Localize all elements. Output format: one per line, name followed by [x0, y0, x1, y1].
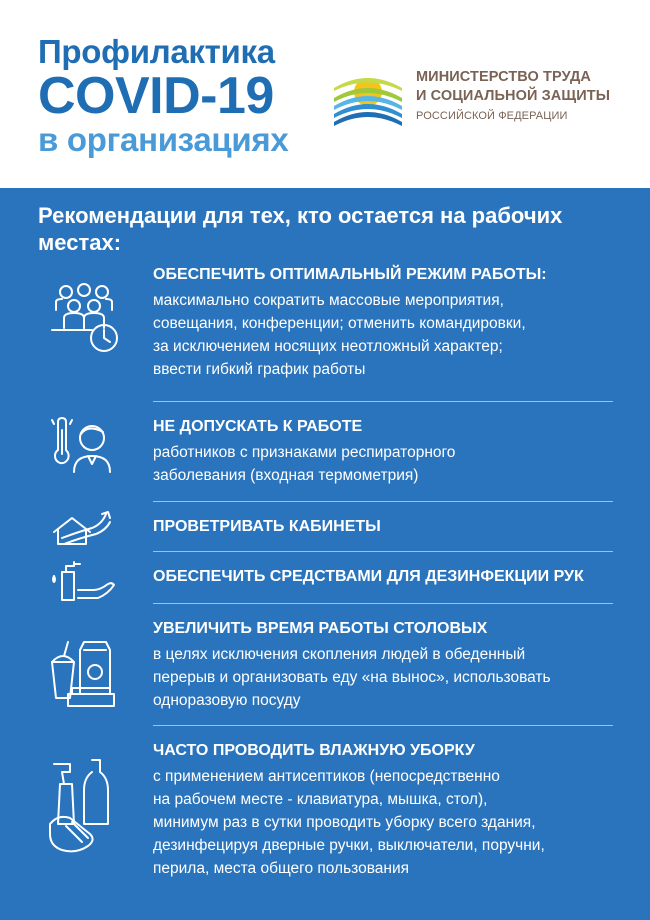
item-text-line: с применением антисептиков (непосредственно — [153, 768, 500, 785]
title-line-3: в организациях — [38, 121, 289, 158]
ventilation-icon — [48, 508, 120, 548]
item-text-line: перила, места общего пользования — [153, 860, 410, 877]
item-text-line: работников с признаками респираторного — [153, 444, 456, 461]
item-text-line: перерыв и организовать еду «на вынос», использовать — [153, 669, 551, 686]
item-heading: ПРОВЕТРИВАТЬ КАБИНЕТЫ — [153, 518, 381, 535]
divider — [153, 725, 613, 726]
item-text-line: ввести гибкий график работы — [153, 361, 366, 378]
item-heading: НЕ ДОПУСКАТЬ К РАБОТЕ — [153, 418, 363, 435]
item-heading: ЧАСТО ПРОВОДИТЬ ВЛАЖНУЮ УБОРКУ — [153, 742, 475, 759]
item-text-line: дезинфецируя дверные ручки, выключатели, поручни, — [153, 837, 545, 854]
title-line-1: Профилактика — [38, 33, 275, 70]
item-heading: ОБЕСПЕЧИТЬ ОПТИМАЛЬНЫЙ РЕЖИМ РАБОТЫ: — [153, 266, 547, 283]
ministry-name-line-1: МИНИСТЕРСТВО ТРУДА — [416, 69, 591, 85]
item-text-line: минимум раз в сутки проводить уборку всего здания, — [153, 814, 536, 831]
item-text-line: одноразовую посуду — [153, 692, 301, 709]
recommendations-panel — [0, 188, 650, 920]
poster-title — [38, 34, 288, 158]
people-clock-icon — [48, 280, 120, 360]
ministry-name-line-2: И СОЦИАЛЬНОЙ ЗАЩИТЫ — [416, 88, 611, 104]
item-heading: ОБЕСПЕЧИТЬ СРЕДСТВАМИ ДЛЯ ДЕЗИНФЕКЦИИ РУК — [153, 568, 584, 585]
sanitizer-hand-icon — [48, 560, 120, 602]
item-text-line: заболевания (входная термометрия) — [153, 467, 419, 484]
ministry-name-line-3: РОССИЙСКОЙ ФЕДЕРАЦИИ — [416, 110, 568, 122]
ministry-logo-icon — [330, 58, 406, 132]
item-text-line: совещания, конференции; отменить командировки, — [153, 315, 526, 332]
divider — [153, 501, 613, 502]
item-text-line: в целях исключения скопления людей в обеденный — [153, 646, 526, 663]
item-text-line: на рабочем месте - клавиатура, мышка, стол), — [153, 791, 488, 808]
header — [0, 0, 650, 188]
cleaning-supplies-icon — [48, 754, 120, 858]
ministry-block — [330, 58, 630, 132]
item-text-line: за исключением носящих неотложный характер; — [153, 338, 503, 355]
divider — [153, 401, 613, 402]
thermometer-person-icon — [48, 416, 120, 476]
item-heading: УВЕЛИЧИТЬ ВРЕМЯ РАБОТЫ СТОЛОВЫХ — [153, 620, 488, 637]
divider — [153, 551, 613, 552]
item-text-line: максимально сократить массовые мероприятия, — [153, 292, 504, 309]
divider — [153, 603, 613, 604]
intro-heading: Рекомендации для тех, кто остается на рабочих местах: — [38, 203, 563, 255]
takeaway-food-icon — [48, 628, 120, 714]
title-line-2: COVID-19 — [38, 67, 274, 125]
